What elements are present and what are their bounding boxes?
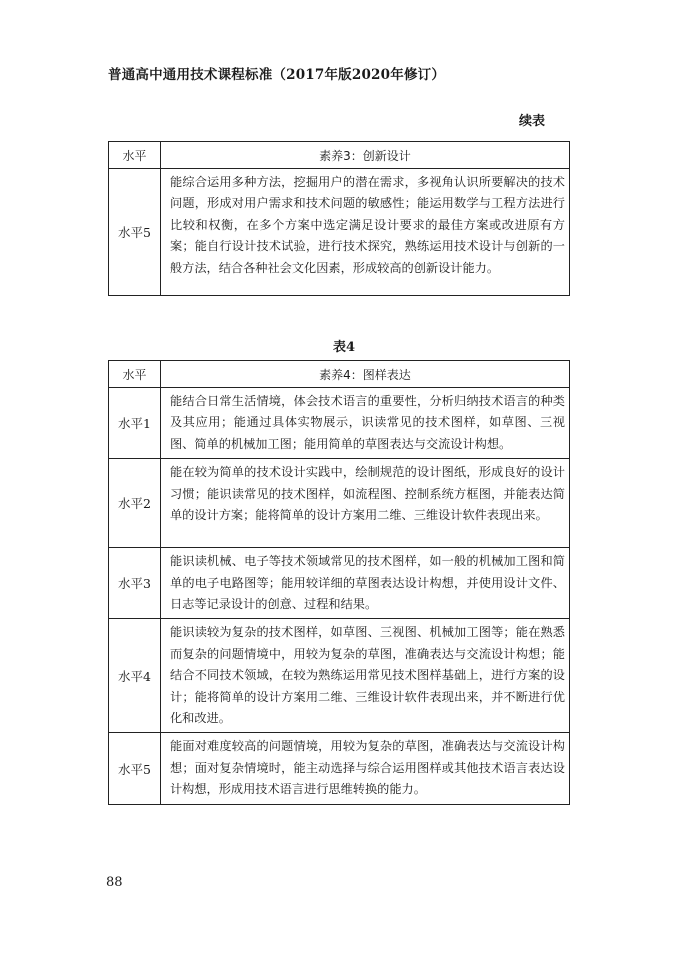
description-cell: 能识读较为复杂的技术图样，如草图、三视图、机械加工图等；能在熟悉而复杂的问题情境中，用较为复杂的草图，准确表达与交流设计构想；能结合不同技术领域，在较为熟练运用常见技术图样基础上，进行方案的设计；能将简单的设计方案用二维、三维设计软件表现出来，并不断进行优化和改进。 — [161, 619, 570, 733]
continued-table-label: 续表 — [519, 114, 546, 129]
description-cell: 能结合日常生活情境，体会技术语言的重要性，分析归纳技术语言的种类及其应用；能通过具体实物展示，识读常见的技术图样，如草图、三视图、简单的机械加工图；能用简单的草图表达与交流设计构想。 — [161, 388, 570, 459]
description-cell: 能识读机械、电子等技术领域常见的技术图样，如一般的机械加工图和简单的电子电路图等；能用较详细的草图表达设计构想，并使用设计文件、日志等记录设计的创意、过程和结果。 — [161, 548, 570, 619]
column-header-level: 水平 — [109, 142, 161, 169]
description-cell: 能在较为简单的技术设计实践中，绘制规范的设计图纸，形成良好的设计习惯；能识读常见的技术图样，如流程图、控制系统方框图，并能表达简单的设计方案；能将简单的设计方案用二维、三维设计软件表现出来。 — [161, 459, 570, 548]
level-cell: 水平5 — [109, 733, 161, 804]
table-header-row — [109, 361, 570, 388]
table-row — [109, 388, 570, 459]
level-cell: 水平3 — [109, 548, 161, 619]
level-cell: 水平5 — [109, 169, 161, 296]
column-header-literacy: 素养3：创新设计 — [161, 142, 570, 169]
table-row — [109, 619, 570, 733]
table-row — [109, 733, 570, 804]
level-cell: 水平2 — [109, 459, 161, 548]
description-cell: 能综合运用多种方法，挖掘用户的潜在需求，多视角认识所要解决的技术问题，形成对用户需求和技术问题的敏感性；能运用数学与工程方法进行比较和权衡，在多个方案中选定满足设计要求的最佳方案或改进原有方案；能自行设计技术试验，进行技术探究，熟练运用技术设计与创新的一般方法，结合各种社会文化因素，形成较高的创新设计能力。 — [161, 169, 570, 296]
page-number: 88 — [106, 875, 123, 890]
level-cell: 水平1 — [109, 388, 161, 459]
table-innovation-design — [108, 141, 570, 296]
table-row — [109, 548, 570, 619]
table-graphic-expression — [108, 360, 570, 805]
level-cell: 水平4 — [109, 619, 161, 733]
column-header-literacy: 素养4：图样表达 — [161, 361, 570, 388]
table-title: 表4 — [332, 340, 356, 355]
description-cell: 能面对难度较高的问题情境，用较为复杂的草图，准确表达与交流设计构想；面对复杂情境时，能主动选择与综合运用图样或其他技术语言表达设计构想，形成用技术语言进行思维转换的能力。 — [161, 733, 570, 804]
table-header-row — [109, 142, 570, 169]
table-row — [109, 169, 570, 296]
page-header-title: 普通高中通用技术课程标准（2017年版2020年修订） — [108, 67, 446, 83]
table-row — [109, 459, 570, 548]
column-header-level: 水平 — [109, 361, 161, 388]
